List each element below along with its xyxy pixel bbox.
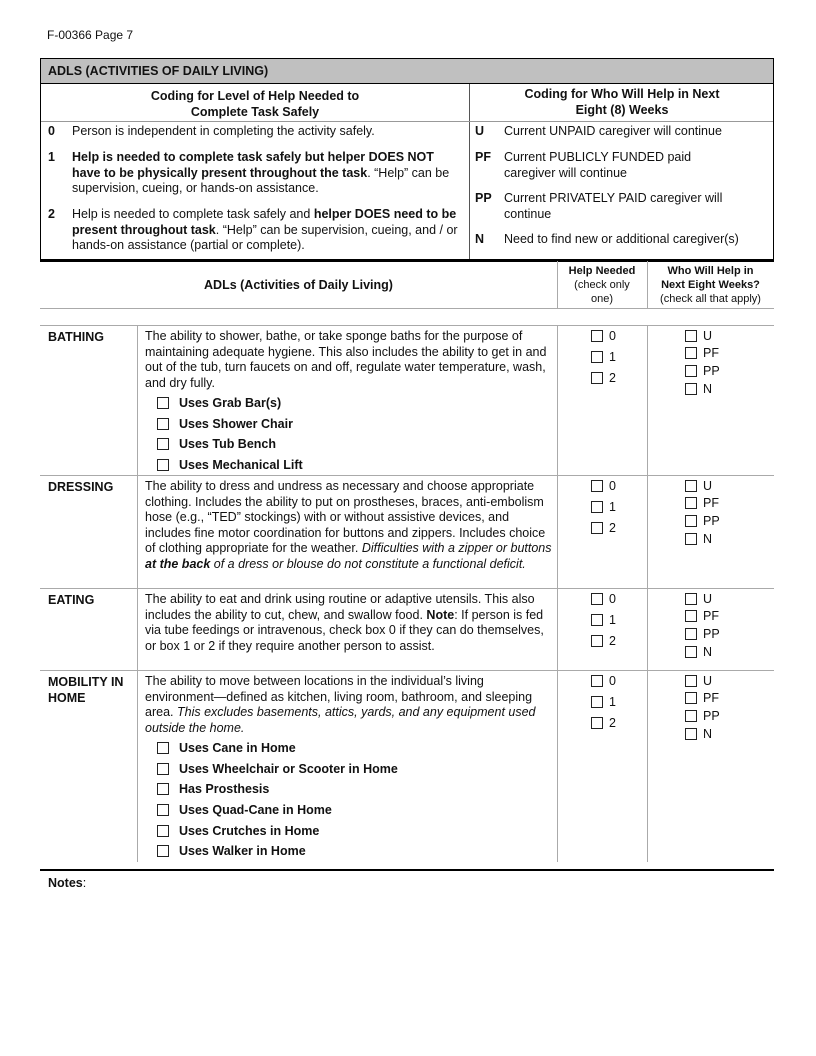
- bathing-who-pf[interactable]: [685, 346, 719, 360]
- who-code-u: U: [475, 124, 485, 138]
- checkbox-label: N: [703, 532, 713, 546]
- checkbox-label: 0: [609, 479, 616, 493]
- checkbox-label: PP: [703, 514, 720, 528]
- level-code-0: 0: [48, 124, 55, 138]
- mobility-label: [48, 674, 123, 706]
- dressing-description: [145, 479, 553, 572]
- mobility-who-pp[interactable]: [685, 709, 720, 723]
- checkbox[interactable]: [685, 365, 697, 377]
- who-text-u: Current UNPAID caregiver will continue: [504, 124, 722, 138]
- bathing-option-mechanical-lift[interactable]: [157, 458, 303, 472]
- checkbox-label: N: [703, 382, 713, 396]
- notes-label[interactable]: [48, 876, 86, 890]
- checkbox-label: 1: [609, 695, 616, 709]
- checkbox[interactable]: [591, 635, 603, 647]
- checkbox-label: PF: [703, 691, 719, 705]
- checkbox[interactable]: [685, 347, 697, 359]
- dressing-help-0[interactable]: [591, 479, 616, 493]
- who-coding-title-line2: Eight (8) Weeks: [575, 103, 669, 117]
- who-code-pp: PP: [475, 191, 492, 205]
- checkbox[interactable]: [157, 845, 169, 857]
- mobility-option-wheelchair[interactable]: [157, 762, 398, 776]
- mobility-label-line1: MOBILITY IN: [48, 675, 124, 689]
- eating-help-0[interactable]: [591, 592, 616, 606]
- option-label: Uses Crutches in Home: [179, 824, 320, 838]
- mobility-option-quad-cane[interactable]: [157, 803, 332, 817]
- mobility-help-0[interactable]: [591, 674, 616, 688]
- mobility-who-pf[interactable]: [685, 691, 719, 705]
- checkbox[interactable]: [157, 459, 169, 471]
- table-header-bottom-rule: [40, 308, 774, 309]
- checkbox[interactable]: [685, 610, 697, 622]
- checkbox-label: 2: [609, 634, 616, 648]
- coding-section: [40, 58, 774, 260]
- checkbox[interactable]: [685, 480, 697, 492]
- checkbox-label: 0: [609, 674, 616, 688]
- checkbox[interactable]: [591, 501, 603, 513]
- checkbox[interactable]: [685, 692, 697, 704]
- bathing-help-1[interactable]: [591, 350, 616, 364]
- notes-colon: :: [82, 876, 87, 890]
- bathing-help-0[interactable]: [591, 329, 616, 343]
- checkbox-label: U: [703, 479, 713, 493]
- checkbox[interactable]: [685, 593, 697, 605]
- checkbox[interactable]: [591, 614, 603, 626]
- mobility-desc-main: The ability to move between locations in the individual’s living environment—defined as kitchen, living room, bathroom, and sleeping area.: [145, 674, 533, 719]
- who-text-pf: Current PUBLICLY FUNDED paid caregiver will continue: [504, 150, 692, 180]
- option-label: Uses Grab Bar(s): [179, 396, 282, 410]
- checkbox-label: 2: [609, 716, 616, 730]
- level-text-2-pre: Help is needed to complete task safely and: [72, 207, 314, 221]
- checkbox[interactable]: [591, 330, 603, 342]
- help-needed-header-sub2: one): [590, 293, 614, 305]
- mobility-description: [145, 674, 553, 736]
- checkbox[interactable]: [157, 804, 169, 816]
- level-text-2-rest: . “Help” can be supervision, cueing, and / or hands-on assistance (partial or complete).: [72, 222, 458, 252]
- checkbox-label: PP: [703, 709, 720, 723]
- checkbox-label: 0: [609, 592, 616, 606]
- checkbox-label: PF: [703, 496, 719, 510]
- checkbox[interactable]: [685, 710, 697, 722]
- who-will-help-header: [647, 264, 774, 306]
- who-header-title1: Who Will Help in: [667, 265, 754, 277]
- option-label: Uses Mechanical Lift: [179, 458, 303, 472]
- level-code-2: 2: [48, 207, 55, 221]
- dressing-italic-pre: Difficulties with a zipper or buttons: [361, 541, 552, 555]
- checkbox[interactable]: [685, 330, 697, 342]
- help-needed-header: [557, 264, 647, 306]
- table-bottom-rule: [40, 869, 774, 871]
- notes-label-text: Notes: [48, 876, 83, 890]
- table-top-rule: [40, 260, 774, 262]
- checkbox-label: PF: [703, 346, 719, 360]
- who-coding-title-line1: Coding for Who Will Help in Next: [524, 87, 720, 101]
- checkbox-label: 0: [609, 329, 616, 343]
- checkbox[interactable]: [685, 646, 697, 658]
- checkbox[interactable]: [591, 522, 603, 534]
- eating-who-n[interactable]: [685, 645, 712, 659]
- level-coding-title-line1: Coding for Level of Help Needed to: [150, 89, 360, 103]
- level-coding-title-line2: Complete Task Safely: [190, 105, 320, 119]
- who-header-title2: Next Eight Weeks?: [661, 279, 760, 291]
- checkbox[interactable]: [685, 728, 697, 740]
- eating-label: EATING: [48, 593, 95, 607]
- bathing-label: BATHING: [48, 330, 105, 344]
- eating-help-1[interactable]: [591, 613, 616, 627]
- dressing-desc-main: The ability to dress and undress as necessary and choose appropriate clothing. Includes the ability to put on prostheses, braces, anti-embolism hose (e.g., “TED” stockings) with or without assistive devices, and includes fine motor coordination for buttons and zippers. Includes choice of clothing appropriate for the weather.: [145, 479, 546, 555]
- section-title: ADLS (ACTIVITIES OF DAILY LIVING): [41, 59, 773, 84]
- row-separator-2: [40, 588, 774, 589]
- checkbox[interactable]: [157, 825, 169, 837]
- dressing-who-pf[interactable]: [685, 496, 719, 510]
- dressing-italic-bold: at the back: [145, 556, 211, 571]
- checkbox-label: N: [703, 727, 713, 741]
- dressing-who-u[interactable]: [685, 479, 712, 493]
- option-label: Uses Tub Bench: [179, 437, 277, 451]
- level-text-2: [72, 207, 464, 254]
- dressing-help-1[interactable]: [591, 500, 616, 514]
- who-code-pf: PF: [475, 150, 491, 164]
- checkbox[interactable]: [157, 397, 169, 409]
- checkbox[interactable]: [685, 628, 697, 640]
- checkbox[interactable]: [157, 783, 169, 795]
- checkbox-label: PF: [703, 609, 719, 623]
- checkbox[interactable]: [591, 593, 603, 605]
- checkbox-label: U: [703, 674, 713, 688]
- checkbox[interactable]: [157, 763, 169, 775]
- checkbox[interactable]: [157, 742, 169, 754]
- bathing-option-grab-bar[interactable]: [157, 396, 281, 410]
- eating-desc-pre: The ability to eat and drink using routine or adaptive utensils. This also includes the ability to cut, chew, and swallow food.: [145, 592, 535, 622]
- checkbox[interactable]: [591, 480, 603, 492]
- body-divider-name: [137, 325, 138, 862]
- bathing-option-tub-bench[interactable]: [157, 437, 276, 451]
- checkbox-label: U: [703, 329, 713, 343]
- checkbox[interactable]: [157, 438, 169, 450]
- who-text-pp: Current PRIVATELY PAID caregiver will continue: [504, 191, 723, 221]
- eating-description: [145, 592, 553, 654]
- option-label: Uses Quad-Cane in Home: [179, 803, 332, 817]
- checkbox[interactable]: [591, 696, 603, 708]
- help-needed-header-title: Help Needed: [568, 265, 636, 277]
- bathing-option-shower-chair[interactable]: [157, 417, 293, 431]
- who-header-sub: (check all that apply): [660, 293, 761, 305]
- checkbox[interactable]: [685, 383, 697, 395]
- checkbox-label: U: [703, 592, 713, 606]
- checkbox[interactable]: [685, 515, 697, 527]
- checkbox[interactable]: [591, 372, 603, 384]
- mobility-option-cane[interactable]: [157, 741, 296, 755]
- option-label: Uses Cane in Home: [179, 741, 296, 755]
- checkbox-label: 2: [609, 371, 616, 385]
- mobility-option-walker[interactable]: [157, 844, 306, 858]
- checkbox[interactable]: [591, 351, 603, 363]
- level-text-2-bold: helper DOES need to be present throughout task: [72, 207, 457, 237]
- level-text-1-bold: Help is needed to complete task safely but helper DOES NOT have to be physically present throughout the task: [72, 150, 434, 180]
- checkbox-label: 1: [609, 613, 616, 627]
- dressing-who-n[interactable]: [685, 532, 712, 546]
- dressing-help-2[interactable]: [591, 521, 616, 535]
- eating-desc-post: : If person is fed via tube feedings or intravenous, check box 0 if they can do themselves, or box 1 or 2 if they require another person to assist.: [145, 607, 544, 653]
- eating-desc-note: Note: [426, 607, 455, 622]
- mobility-help-1[interactable]: [591, 695, 616, 709]
- coding-subheader-line: [41, 121, 773, 122]
- bathing-description: The ability to shower, bathe, or take sponge baths for the purpose of maintaining adequate hygiene. This also includes the ability to get in and out of the tub, turn faucets on and off, regulate water temperature, wash, and dry fully.: [145, 329, 547, 390]
- eating-who-u[interactable]: [685, 592, 712, 606]
- level-text-1: [72, 150, 464, 197]
- bathing-who-pp[interactable]: [685, 364, 720, 378]
- level-code-1: 1: [48, 150, 55, 164]
- dressing-italic-post: of a dress or blouse do not constitute a functional deficit.: [210, 556, 526, 571]
- checkbox-label: PP: [703, 364, 720, 378]
- checkbox[interactable]: [591, 675, 603, 687]
- bathing-help-2[interactable]: [591, 371, 616, 385]
- option-label: Uses Walker in Home: [179, 844, 306, 858]
- row-separator-3: [40, 670, 774, 671]
- mobility-who-u[interactable]: [685, 674, 712, 688]
- bathing-who-u[interactable]: [685, 329, 712, 343]
- page-header: F-00366 Page 7: [47, 28, 134, 42]
- level-text-0: Person is independent in completing the activity safely.: [72, 124, 375, 138]
- dressing-who-pp[interactable]: [685, 514, 720, 528]
- checkbox[interactable]: [591, 717, 603, 729]
- mobility-help-2[interactable]: [591, 716, 616, 730]
- mobility-who-n[interactable]: [685, 727, 712, 741]
- level-coding-title: [41, 88, 469, 120]
- checkbox-label: 2: [609, 521, 616, 535]
- checkbox-label: 1: [609, 350, 616, 364]
- checkbox[interactable]: [157, 418, 169, 430]
- mobility-option-crutches[interactable]: [157, 824, 319, 838]
- eating-who-pp[interactable]: [685, 627, 720, 641]
- body-divider-help: [557, 325, 558, 862]
- eating-help-2[interactable]: [591, 634, 616, 648]
- option-label: Has Prosthesis: [179, 782, 270, 796]
- who-code-n: N: [475, 232, 485, 246]
- mobility-label-line2: HOME: [48, 691, 86, 705]
- who-text-n: Need to find new or additional caregiver(s): [504, 232, 739, 246]
- checkbox[interactable]: [685, 675, 697, 687]
- who-coding-title: [469, 86, 775, 118]
- bathing-who-n[interactable]: [685, 382, 712, 396]
- body-divider-who: [647, 325, 648, 862]
- adls-column-header: ADLs (Activities of Daily Living): [204, 278, 393, 292]
- mobility-desc-italic: This excludes basements, attics, yards, and any equipment used outside the home.: [145, 705, 536, 735]
- mobility-option-prosthesis[interactable]: [157, 782, 269, 796]
- eating-who-pf[interactable]: [685, 609, 719, 623]
- checkbox-label: N: [703, 645, 713, 659]
- checkbox-label: PP: [703, 627, 720, 641]
- option-label: Uses Shower Chair: [179, 417, 293, 431]
- checkbox[interactable]: [685, 533, 697, 545]
- dressing-label: DRESSING: [48, 480, 114, 494]
- help-needed-header-sub1: (check only: [574, 279, 630, 291]
- checkbox-label: 1: [609, 500, 616, 514]
- table-body-top-rule: [40, 325, 774, 326]
- checkbox[interactable]: [685, 497, 697, 509]
- row-separator-1: [40, 475, 774, 476]
- level-text-1-rest: . “Help” can be supervision, cueing, or hands-on assistance.: [72, 165, 450, 195]
- option-label: Uses Wheelchair or Scooter in Home: [179, 762, 398, 776]
